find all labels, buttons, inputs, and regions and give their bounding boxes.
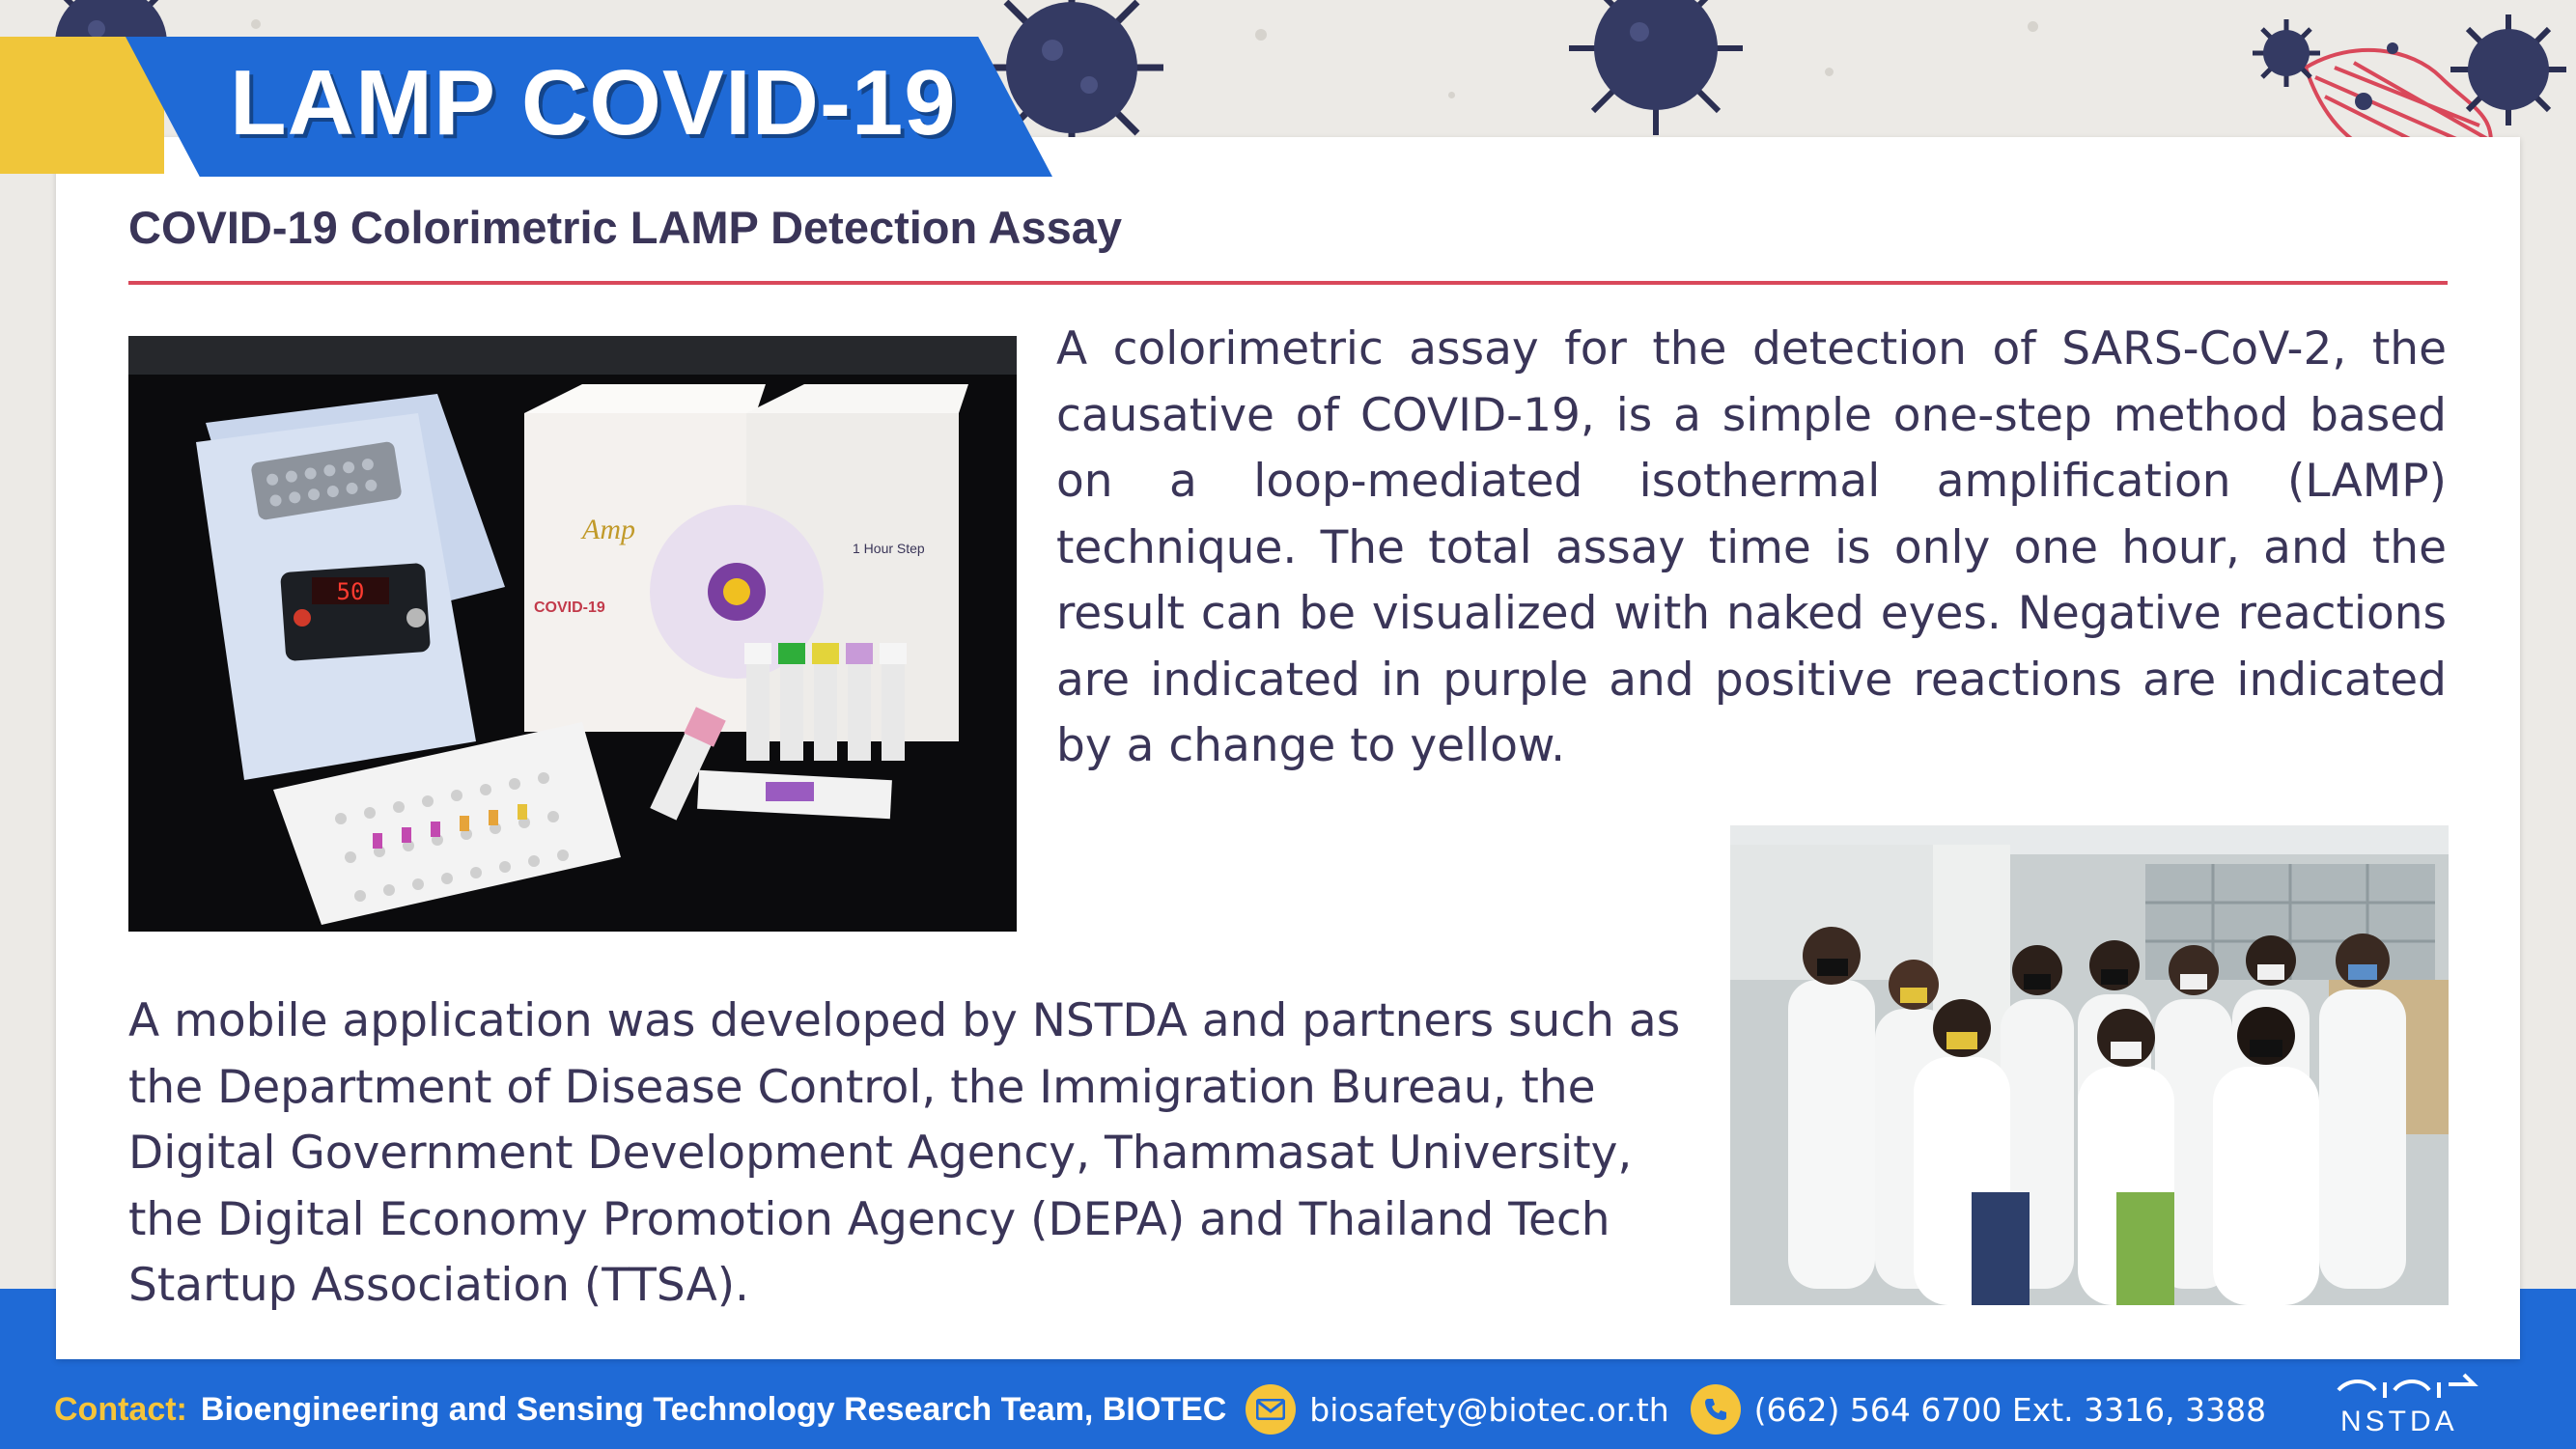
assay-description: A colorimetric assay for the detection of SARS-CoV-2, the causative of COVID-19, is a simple one-step method based on a loop-mediated isothermal amplification (LAMP) technique. The total assay time is only one hour, and the result can be visualized with naked eyes. Negative reactions are indicated in purple and positive reactions are indicated by a change to yellow. (1056, 322, 2447, 772)
page-title: LAMP COVID-19 (230, 51, 957, 154)
contact-email[interactable]: biosafety@biotec.or.th (1309, 1390, 1669, 1429)
nstda-logo (2329, 1371, 2522, 1438)
phone-icon (1691, 1384, 1741, 1435)
lamp-kit-photo (128, 336, 1017, 932)
mobile-app-description: A mobile application was developed by NSTDA and partners such as the Department of Disease Control, the Immigration Bureau, the Digital Government Development Agency, Thammasat University, the Digital Economy Promotion Agency (DEPA) and Thailand Tech Startup Association (TTSA). (128, 994, 1681, 1312)
kit-box-tagline: 1 Hour Step (853, 541, 925, 556)
contact-phone[interactable]: (662) 564 6700 Ext. 3316, 3388 (1753, 1390, 2267, 1429)
heat-block-display: 50 (336, 578, 365, 605)
contact-team: Bioengineering and Sensing Technology Research Team, BIOTEC (200, 1390, 1227, 1428)
kit-box-label: COVID-19 (534, 599, 605, 616)
svg-text:NSTDA: NSTDA (2340, 1406, 2458, 1437)
virus-decoration-center (1564, 0, 1748, 140)
email-icon (1246, 1384, 1296, 1435)
section-subtitle: COVID-19 Colorimetric LAMP Detection Assay (128, 202, 1123, 253)
subtitle-divider (128, 281, 2448, 285)
research-team-photo (1730, 825, 2449, 1305)
contact-label: Contact: (54, 1390, 187, 1428)
contact-bar (54, 1380, 2266, 1438)
kit-box-brand: Amp (582, 514, 635, 545)
